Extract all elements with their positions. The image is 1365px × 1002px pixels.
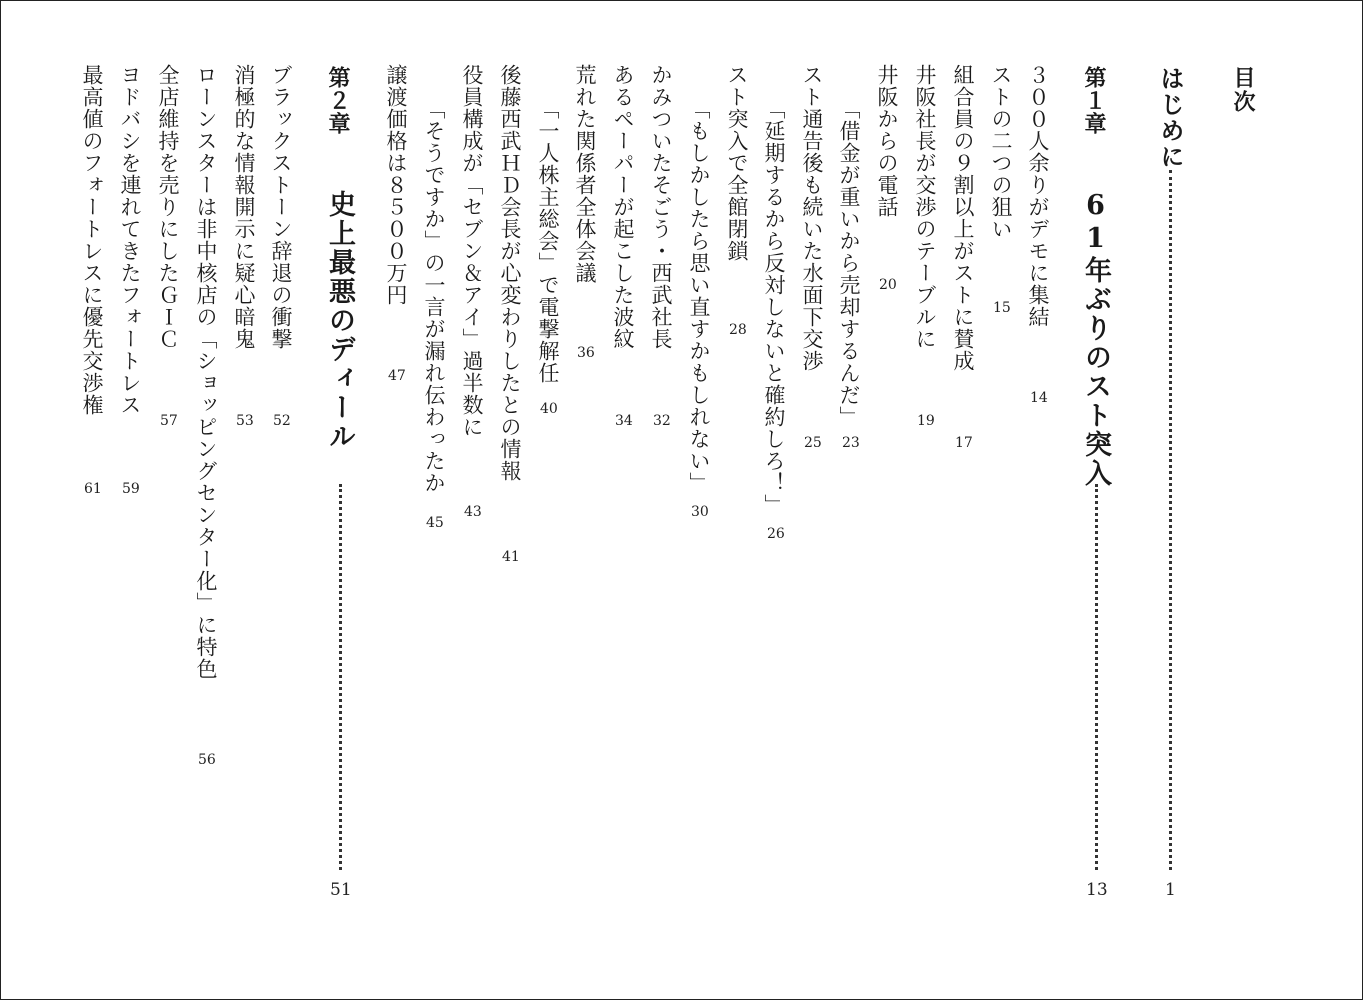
chapter2-number: 第２章 <box>325 66 351 135</box>
toc-title: 目次 <box>1230 66 1256 114</box>
ch1-entry-title: 組合員の９割以上がストに賛成 <box>951 64 975 372</box>
ch1-entry-page: 45 <box>426 515 444 531</box>
ch2-entry-page: 53 <box>236 413 254 429</box>
ch1-entry-title: 「一人株主総会」で電撃解任 <box>536 98 560 384</box>
ch1-entry-page: 41 <box>502 549 520 565</box>
ch1-entry-page: 25 <box>804 435 822 451</box>
ch1-entry-page: 30 <box>691 504 709 520</box>
intro-heading: はじめに <box>1156 66 1185 170</box>
ch2-entry-title: ブラックストーン辞退の衝撃 <box>269 64 293 350</box>
chapter1-leader-dots <box>1095 484 1098 870</box>
chapter2-leader-dots <box>339 484 342 870</box>
chapter2-page: 51 <box>330 880 352 900</box>
ch1-entry-page: 43 <box>464 504 482 520</box>
ch1-entry-title: あるペーパーが起こした波紋 <box>611 64 635 350</box>
ch1-entry-page: 20 <box>879 277 897 293</box>
ch1-entry-page: 36 <box>577 345 595 361</box>
ch1-entry-page: 28 <box>729 322 747 338</box>
chapter1-page: 13 <box>1086 880 1108 900</box>
ch1-entry-page: 17 <box>955 435 973 451</box>
ch1-entry-page: 32 <box>653 413 671 429</box>
ch1-entry-title: 「もしかしたら思い直すかもしれない」 <box>687 98 711 494</box>
chapter2-title: 史上最悪のディール <box>324 190 355 451</box>
ch1-entry-page: 40 <box>540 401 558 417</box>
ch2-entry-page: 57 <box>160 413 178 429</box>
ch2-entry-title: ローンスターは非中核店の「ショッピングセンター化」に特色 <box>194 64 218 680</box>
ch1-entry-title: 役員構成が「セブン＆アイ」過半数に <box>460 64 484 438</box>
ch1-entry-page: 26 <box>767 526 785 542</box>
ch1-entry-title: 後藤西武ＨＤ会長が心変わりしたとの情報 <box>498 64 522 482</box>
ch1-entry-page: 14 <box>1030 390 1048 406</box>
ch1-entry-title: かみついたそごう・西武社長 <box>649 64 673 350</box>
ch2-entry-title: 消極的な情報開示に疑心暗鬼 <box>232 64 256 350</box>
ch1-entry-title: 荒れた関係者全体会議 <box>573 64 597 284</box>
ch2-entry-title: 最高値のフォートレスに優先交渉権 <box>80 64 104 416</box>
ch1-entry-page: 34 <box>615 413 633 429</box>
ch1-entry-page: 47 <box>388 368 406 384</box>
ch1-entry-title: 「延期するから反対しないと確約しろ！」 <box>762 98 786 516</box>
ch1-entry-title: 「借金が重いから売却するんだ」 <box>837 98 861 428</box>
intro-page: 1 <box>1165 880 1176 900</box>
ch1-entry-title: 井阪からの電話 <box>875 64 899 218</box>
ch1-entry-page: 23 <box>842 435 860 451</box>
intro-leader-dots <box>1169 170 1172 870</box>
ch1-entry-title: 「そうですか」の一言が漏れ伝わったか <box>422 98 446 494</box>
ch1-entry-title: スト通告後も続いた水面下交渉 <box>800 64 824 372</box>
ch2-entry-page: 61 <box>84 481 102 497</box>
ch2-entry-page: 56 <box>198 752 216 768</box>
ch1-entry-title: 井阪社長が交渉のテーブルに <box>913 64 937 350</box>
chapter1-title: 61年ぶりのスト突入 <box>1080 190 1111 488</box>
ch1-entry-title: 譲渡価格は８５００万円 <box>384 64 408 306</box>
chapter1-number: 第１章 <box>1081 66 1107 135</box>
ch2-entry-title: 全店維持を売りにしたＧＩＣ <box>156 64 180 350</box>
ch2-entry-page: 59 <box>122 481 140 497</box>
ch2-entry-title: ヨドバシを連れてきたフォートレス <box>118 64 142 416</box>
ch1-entry-page: 15 <box>993 300 1011 316</box>
ch1-entry-title: ３００人余りがデモに集結 <box>1026 64 1050 328</box>
ch1-entry-title: ストの二つの狙い <box>989 64 1013 240</box>
ch2-entry-page: 52 <box>273 413 291 429</box>
ch1-entry-title: スト突入で全館閉鎖 <box>725 64 749 262</box>
ch1-entry-page: 19 <box>917 413 935 429</box>
